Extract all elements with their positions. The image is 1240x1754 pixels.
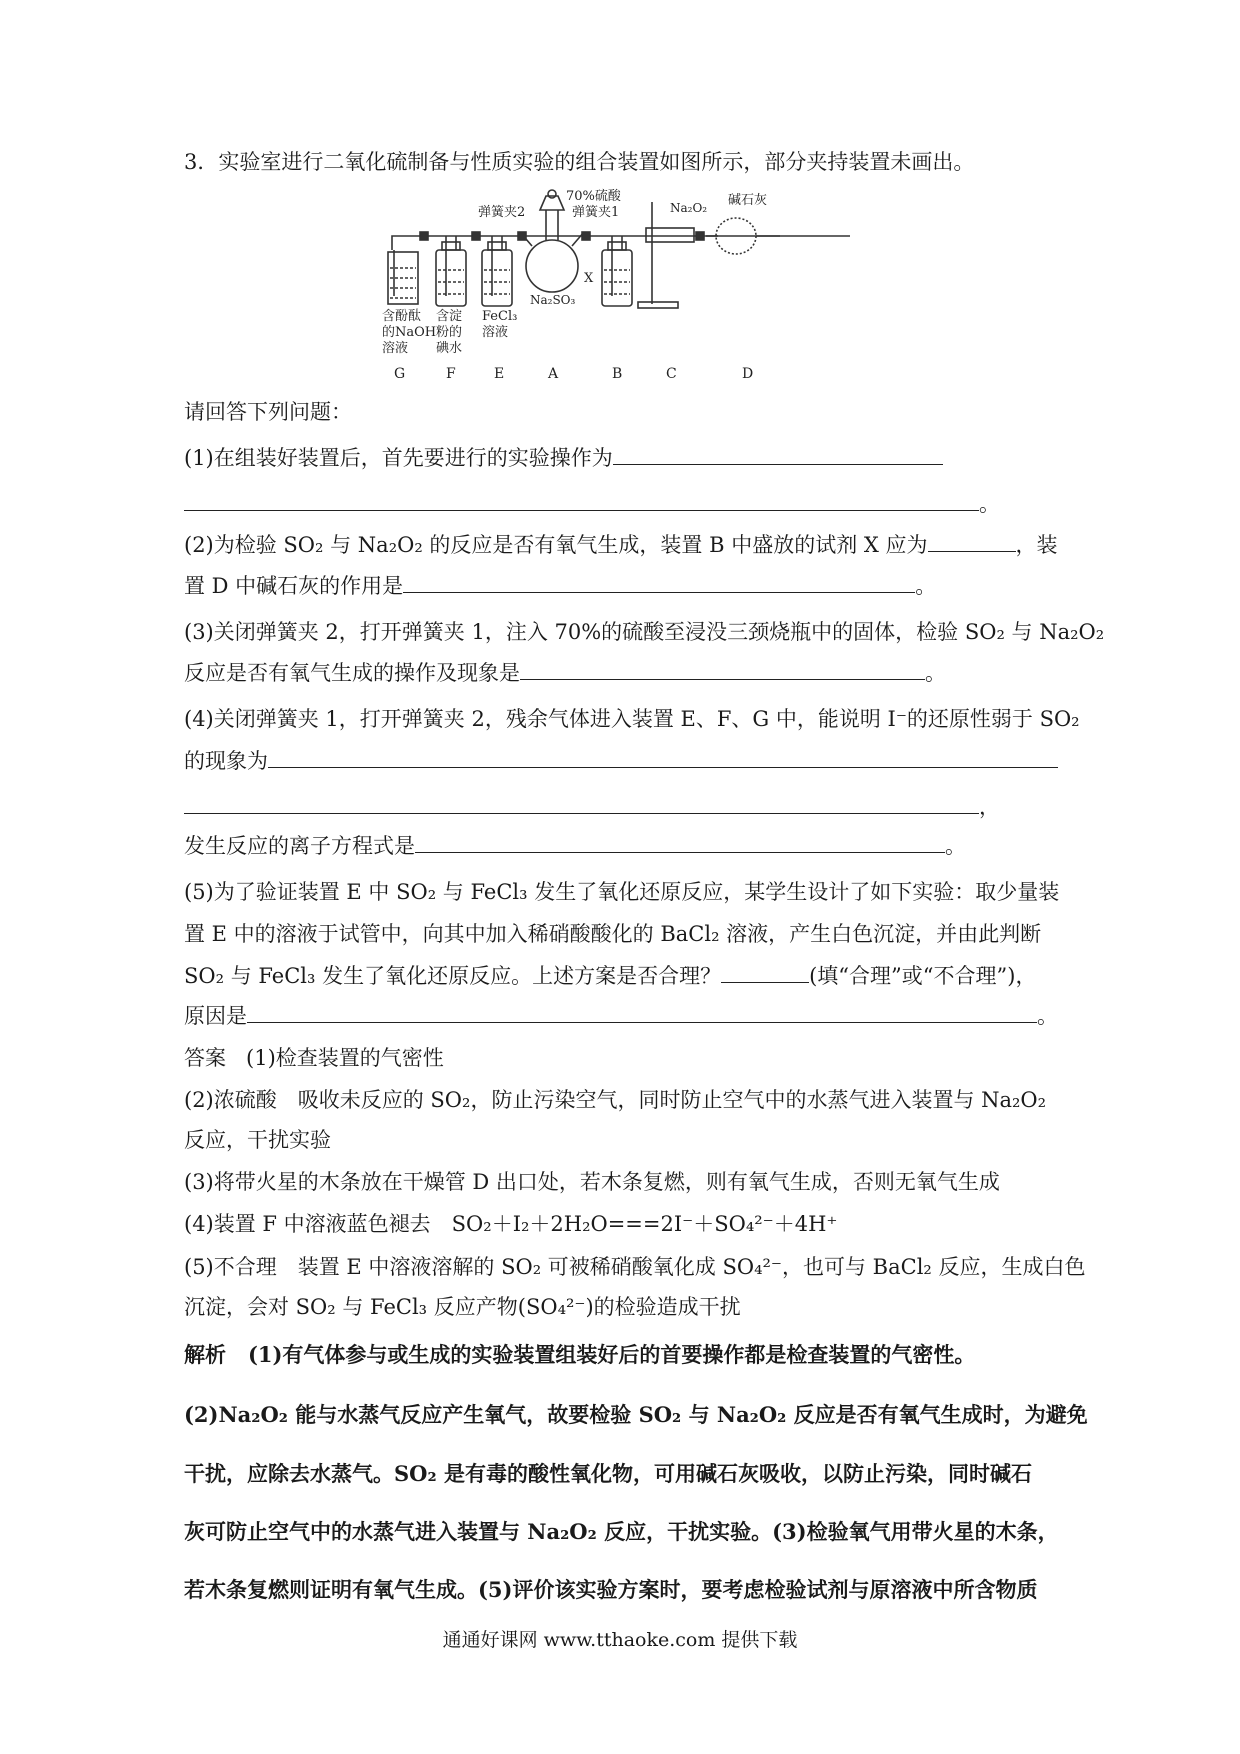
letter-e: E: [494, 366, 505, 382]
footer-download-note: 通通好课网 www.tthaoke.com 提供下载: [442, 1629, 798, 1651]
q4-text-b: 的现象为: [184, 749, 268, 773]
q2-period: 。: [915, 574, 937, 598]
q4-line4: [184, 830, 1056, 861]
letter-b: B: [612, 366, 623, 382]
q1-period: 。: [979, 492, 1000, 516]
answer-3: (3)将带火星的木条放在干燥管 D 出口处，若木条复燃，则有氧气生成，否则无氧气生成: [184, 1170, 1000, 1194]
answer-heading: 答案: [184, 1046, 226, 1070]
letter-f: F: [446, 366, 456, 382]
question-stem: 3．实验室进行二氧化硫制备与性质实验的组合装置如图所示，部分夹持装置未画出。: [184, 150, 975, 174]
answer-4: (4)装置 F 中溶液蓝色褪去 SO₂＋I₂＋2H₂O===2I⁻＋SO₄²⁻＋4H⁺: [184, 1212, 838, 1236]
q4-line2: [184, 745, 1056, 776]
q3-blank[interactable]: [520, 657, 925, 680]
q1-text: (1)在组装好装置后，首先要进行的实验操作为: [184, 446, 613, 470]
q1-blank-1[interactable]: [613, 442, 943, 465]
prompt: 请回答下列问题：: [184, 400, 352, 424]
label-na2o2: Na₂O₂: [670, 201, 708, 215]
q4-line1: (4)关闭弹簧夹 1，打开弹簧夹 2，残余气体进入装置 E、F、G 中，能说明 I⁻的还原性弱于 SO₂: [184, 707, 1080, 731]
q5-line2: 置 E 中的溶液于试管中，向其中加入稀硝酸酸化的 BaCl₂ 溶液，产生白色沉淀，并由此判断: [184, 922, 1042, 946]
q1-cont: [184, 488, 1056, 519]
q5-period: 。: [1037, 1004, 1058, 1028]
letter-d: D: [742, 366, 754, 382]
q5-tail: (填“合理”或“不合理”)，: [809, 964, 1037, 988]
analysis-1: (1)有气体参与或生成的实验装置组装好后的首要操作都是检查装置的气密性。: [247, 1342, 976, 1367]
label-soda-lime: 碱石灰: [728, 193, 768, 208]
label-e-1: FeCl₃: [482, 309, 518, 324]
q5-line1: (5)为了验证装置 E 中 SO₂ 与 FeCl₃ 发生了氧化还原反应，某学生设计了如下实验：取少量装: [184, 880, 1060, 904]
label-f-3: 碘水: [436, 341, 463, 356]
q4-blank-3[interactable]: [415, 830, 945, 853]
label-g-2: 的NaOH: [382, 325, 437, 340]
q2-line1: [184, 529, 1056, 560]
letter-g: G: [394, 366, 406, 382]
q3-line1: (3)关闭弹簧夹 2，打开弹簧夹 1，注入 70%的硫酸至浸没三颈烧瓶中的固体，检验 SO₂ 与 Na₂O₂: [184, 620, 1105, 644]
analysis-line1: [184, 1340, 1056, 1370]
answer-2b: 反应，干扰实验: [184, 1128, 331, 1152]
label-e-2: 溶液: [482, 325, 509, 340]
q2-line2: [184, 570, 1056, 601]
analysis-line2: (2)Na₂O₂ 能与水蒸气反应产生氧气，故要检验 SO₂ 与 Na₂O₂ 反应是否有氧气生成时，为避免: [184, 1402, 1088, 1427]
q4-period: 。: [945, 834, 966, 858]
q3-period: 。: [925, 661, 946, 685]
q3-line2: [184, 657, 1056, 688]
analysis-line4: 灰可防止空气中的水蒸气进入装置与 Na₂O₂ 反应，干扰实验。(3)检验氧气用带火星的木条，: [184, 1519, 1059, 1544]
q4-blank-2[interactable]: [184, 791, 979, 814]
q2-tail: ，装: [1015, 533, 1058, 557]
q4-text-c: 发生反应的离子方程式是: [184, 834, 415, 858]
q2-blank-d[interactable]: [403, 570, 915, 593]
label-na2so3: Na₂SO₃: [530, 293, 576, 307]
q1: [184, 442, 1056, 473]
q4-line3: [184, 791, 1056, 822]
q5-text-d: 原因是: [184, 1004, 247, 1028]
answer-5a: (5)不合理 装置 E 中溶液溶解的 SO₂ 可被稀硝酸氧化成 SO₄²⁻，也可与 BaCl₂ 反应，生成白色: [184, 1255, 1086, 1279]
q5-line3: [184, 960, 1056, 991]
label-clip1: 弹簧夹1: [572, 205, 620, 220]
apparatus-diagram: [380, 188, 900, 383]
q5-blank-1[interactable]: [721, 960, 809, 983]
q1-blank-2[interactable]: [184, 488, 979, 511]
analysis-line3: 干扰，应除去水蒸气。SO₂ 是有毒的酸性氧化物，可用碱石灰吸收，以防止污染，同时碱石: [184, 1461, 1032, 1486]
q2-text-b: 置 D 中碱石灰的作用是: [184, 574, 404, 598]
analysis-line5: 若木条复燃则证明有氧气生成。(5)评价该实验方案时，要考虑检验试剂与原溶液中所含物质: [184, 1577, 1038, 1602]
answer-1: (1)检查装置的气密性: [246, 1046, 444, 1070]
label-f-1: 含淀: [436, 309, 463, 324]
label-x: X: [584, 271, 594, 286]
answer-2a: (2)浓硫酸 吸收未反应的 SO₂，防止污染空气，同时防止空气中的水蒸气进入装置与 Na₂O₂: [184, 1088, 1047, 1112]
q3-text-b: 反应是否有氧气生成的操作及现象是: [184, 661, 520, 685]
q2-blank-x[interactable]: [928, 529, 1016, 552]
letter-a: A: [548, 366, 559, 382]
q4-comma: ，: [979, 795, 1000, 819]
label-f-2: 粉的: [436, 325, 463, 340]
label-clip2: 弹簧夹2: [478, 205, 526, 220]
label-g-1: 含酚酞: [382, 309, 422, 324]
q5-blank-2[interactable]: [247, 1000, 1037, 1023]
answer-5b: 沉淀，会对 SO₂ 与 FeCl₃ 反应产物(SO₄²⁻)的检验造成干扰: [184, 1295, 741, 1319]
label-acid: 70%硫酸: [566, 189, 621, 204]
q5-line4: [184, 1000, 1056, 1031]
answer-line1: [184, 1043, 1056, 1073]
q4-blank-1[interactable]: [268, 745, 1058, 768]
letter-c: C: [666, 366, 677, 382]
q5-text-c: SO₂ 与 FeCl₃ 发生了氧化还原反应。上述方案是否合理？: [184, 964, 722, 988]
q2-text-a: (2)为检验 SO₂ 与 Na₂O₂ 的反应是否有氧气生成，装置 B 中盛放的试剂 X 应为: [184, 533, 928, 557]
label-g-3: 溶液: [382, 341, 409, 356]
analysis-heading: 解析: [184, 1342, 226, 1367]
